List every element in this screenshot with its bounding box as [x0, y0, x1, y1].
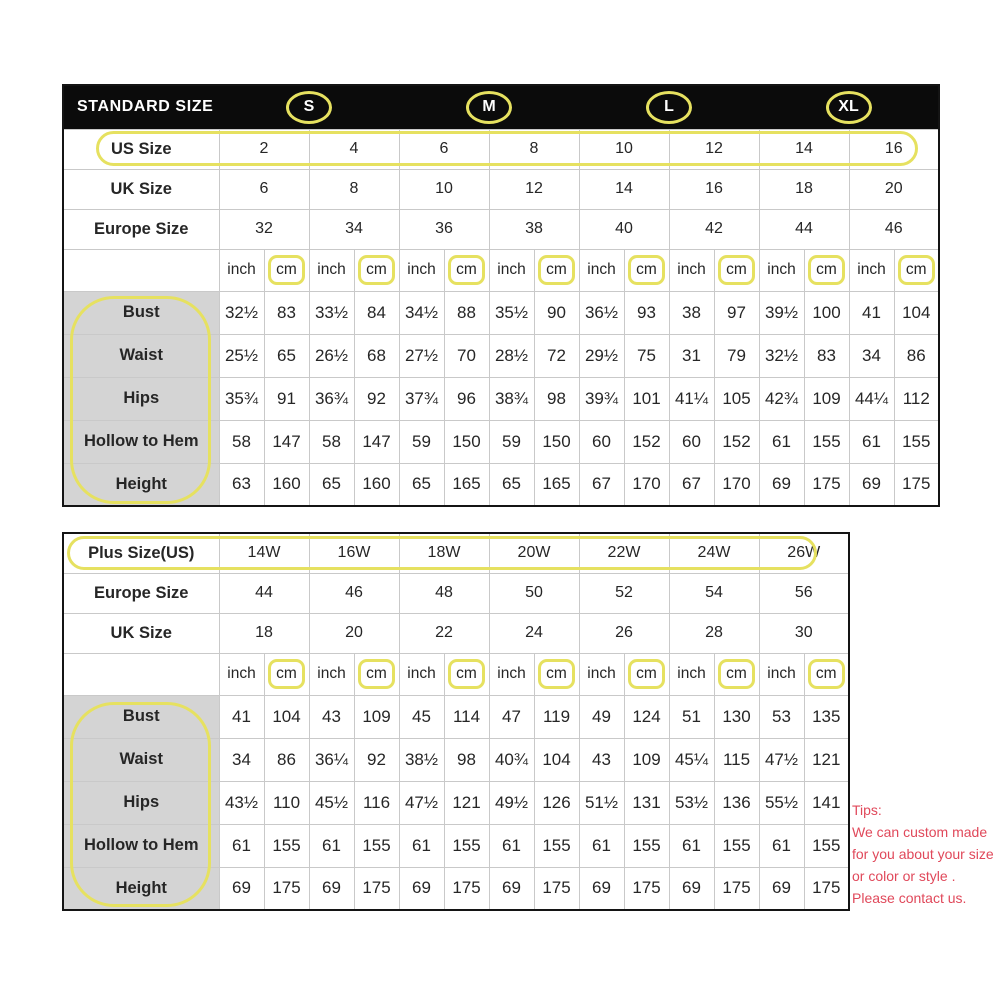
size-group-cell-m	[399, 85, 579, 129]
unit-inch-cell: inch	[579, 653, 624, 695]
measure-value-cell: 41	[219, 695, 264, 738]
size-value-cell: 54	[669, 573, 759, 613]
size-value-cell: 22W	[579, 533, 669, 573]
measure-value-cell: 34	[219, 738, 264, 781]
measure-value-cell: 26½	[309, 334, 354, 377]
measure-value-cell: 69	[579, 867, 624, 910]
measure-row-label: Hollow to Hem	[63, 824, 219, 867]
size-value-cell: 28	[669, 613, 759, 653]
row-hips	[63, 377, 939, 420]
size-group-circle-s: S	[286, 91, 332, 124]
size-value-cell: 16W	[309, 533, 399, 573]
size-value-cell: 20	[309, 613, 399, 653]
measure-value-cell: 175	[894, 463, 939, 506]
measure-value-cell: 43	[309, 695, 354, 738]
size-value-cell: 46	[309, 573, 399, 613]
measure-value-cell: 45½	[309, 781, 354, 824]
unit-row-label	[63, 249, 219, 291]
measure-value-cell: 55½	[759, 781, 804, 824]
measure-value-cell: 84	[354, 291, 399, 334]
row-europe-size	[63, 573, 849, 613]
unit-cm-cell	[534, 249, 579, 291]
cm-highlight-box: cm	[718, 659, 755, 689]
measure-value-cell: 83	[804, 334, 849, 377]
unit-inch-cell: inch	[309, 653, 354, 695]
cm-highlight-box: cm	[808, 659, 845, 689]
measure-value-cell: 38	[669, 291, 714, 334]
measure-value-cell: 43	[579, 738, 624, 781]
measure-value-cell: 41	[849, 291, 894, 334]
measure-value-cell: 47	[489, 695, 534, 738]
measure-value-cell: 150	[534, 420, 579, 463]
row-europe-size	[63, 209, 939, 249]
size-value-cell: 44	[759, 209, 849, 249]
row-label: UK Size	[63, 613, 219, 653]
size-value-cell: 40	[579, 209, 669, 249]
measure-value-cell: 175	[624, 867, 669, 910]
size-value-cell: 18W	[399, 533, 489, 573]
measure-value-cell: 155	[714, 824, 759, 867]
size-value-cell: 34	[309, 209, 399, 249]
size-value-cell: 26W	[759, 533, 849, 573]
measure-value-cell: 36¾	[309, 377, 354, 420]
cm-highlight-box: cm	[448, 659, 485, 689]
row-hips	[63, 781, 849, 824]
size-value-cell: 20W	[489, 533, 579, 573]
measure-value-cell: 41¼	[669, 377, 714, 420]
size-value-cell: 8	[489, 129, 579, 169]
measure-value-cell: 44¼	[849, 377, 894, 420]
measure-value-cell: 136	[714, 781, 759, 824]
row-waist	[63, 738, 849, 781]
measure-value-cell: 119	[534, 695, 579, 738]
size-value-cell: 48	[399, 573, 489, 613]
measure-value-cell: 165	[534, 463, 579, 506]
measure-value-cell: 47½	[759, 738, 804, 781]
row-label: Plus Size(US)	[63, 533, 219, 573]
standard-size-header-bar	[63, 85, 939, 129]
tips-line: for you about your size	[852, 846, 994, 862]
measure-value-cell: 47½	[399, 781, 444, 824]
measure-row-label: Waist	[63, 738, 219, 781]
measure-value-cell: 34	[849, 334, 894, 377]
row-hollow-to-hem	[63, 824, 849, 867]
row-label: US Size	[63, 129, 219, 169]
cm-highlight-box: cm	[358, 255, 395, 285]
cm-highlight-box: cm	[268, 255, 305, 285]
measure-value-cell: 79	[714, 334, 759, 377]
size-group-cell-l	[579, 85, 759, 129]
measure-row-label: Hips	[63, 377, 219, 420]
unit-cm-cell	[264, 653, 309, 695]
measure-value-cell: 155	[444, 824, 489, 867]
size-value-cell: 14	[579, 169, 669, 209]
row-uk-size	[63, 169, 939, 209]
measure-value-cell: 60	[669, 420, 714, 463]
measure-value-cell: 32½	[759, 334, 804, 377]
measure-value-cell: 69	[399, 867, 444, 910]
measure-value-cell: 175	[804, 867, 849, 910]
size-value-cell: 32	[219, 209, 309, 249]
measure-value-cell: 38¾	[489, 377, 534, 420]
size-value-cell: 10	[579, 129, 669, 169]
measure-value-cell: 115	[714, 738, 759, 781]
measure-value-cell: 27½	[399, 334, 444, 377]
size-group-cell-s	[219, 85, 399, 129]
unit-inch-cell: inch	[489, 653, 534, 695]
measure-value-cell: 65	[264, 334, 309, 377]
size-value-cell: 26	[579, 613, 669, 653]
measure-row-label: Hollow to Hem	[63, 420, 219, 463]
measure-value-cell: 114	[444, 695, 489, 738]
row-height	[63, 867, 849, 910]
measure-value-cell: 49	[579, 695, 624, 738]
size-value-cell: 12	[489, 169, 579, 209]
measure-value-cell: 69	[309, 867, 354, 910]
measure-value-cell: 29½	[579, 334, 624, 377]
size-value-cell: 36	[399, 209, 489, 249]
unit-cm-cell	[624, 653, 669, 695]
unit-inch-cell: inch	[579, 249, 624, 291]
size-value-cell: 50	[489, 573, 579, 613]
measure-value-cell: 175	[264, 867, 309, 910]
tips-line: or color or style .	[852, 868, 956, 884]
measure-value-cell: 32½	[219, 291, 264, 334]
measure-value-cell: 51	[669, 695, 714, 738]
size-value-cell: 52	[579, 573, 669, 613]
measure-value-cell: 59	[489, 420, 534, 463]
measure-value-cell: 141	[804, 781, 849, 824]
measure-value-cell: 69	[219, 867, 264, 910]
measure-value-cell: 69	[669, 867, 714, 910]
unit-inch-cell: inch	[669, 653, 714, 695]
unit-inch-cell: inch	[489, 249, 534, 291]
unit-cm-cell	[804, 249, 849, 291]
measure-value-cell: 51½	[579, 781, 624, 824]
measure-value-cell: 86	[264, 738, 309, 781]
measure-value-cell: 61	[489, 824, 534, 867]
unit-inch-cell: inch	[399, 249, 444, 291]
unit-cm-cell	[354, 249, 399, 291]
cm-highlight-box: cm	[718, 255, 755, 285]
measure-value-cell: 63	[219, 463, 264, 506]
measure-value-cell: 49½	[489, 781, 534, 824]
unit-row-label	[63, 653, 219, 695]
measure-value-cell: 61	[669, 824, 714, 867]
row-uk-size	[63, 613, 849, 653]
unit-inch-cell: inch	[399, 653, 444, 695]
measure-value-cell: 152	[714, 420, 759, 463]
unit-cm-cell	[804, 653, 849, 695]
measure-value-cell: 104	[264, 695, 309, 738]
measure-value-cell: 160	[264, 463, 309, 506]
standard-size-title: STANDARD SIZE	[63, 85, 219, 129]
measure-value-cell: 116	[354, 781, 399, 824]
measure-value-cell: 70	[444, 334, 489, 377]
measure-row-label: Height	[63, 867, 219, 910]
unit-inch-cell: inch	[849, 249, 894, 291]
measure-value-cell: 33½	[309, 291, 354, 334]
measure-value-cell: 88	[444, 291, 489, 334]
size-value-cell: 30	[759, 613, 849, 653]
cm-highlight-box: cm	[808, 255, 845, 285]
measure-value-cell: 175	[444, 867, 489, 910]
measure-value-cell: 69	[759, 867, 804, 910]
measure-value-cell: 160	[354, 463, 399, 506]
measure-value-cell: 67	[579, 463, 624, 506]
measure-value-cell: 34½	[399, 291, 444, 334]
size-value-cell: 38	[489, 209, 579, 249]
unit-cm-cell	[264, 249, 309, 291]
measure-value-cell: 36½	[579, 291, 624, 334]
measure-value-cell: 97	[714, 291, 759, 334]
unit-cm-cell	[534, 653, 579, 695]
size-value-cell: 56	[759, 573, 849, 613]
measure-value-cell: 93	[624, 291, 669, 334]
measure-value-cell: 105	[714, 377, 759, 420]
measure-value-cell: 150	[444, 420, 489, 463]
row-waist	[63, 334, 939, 377]
measure-value-cell: 101	[624, 377, 669, 420]
size-value-cell: 24	[489, 613, 579, 653]
unit-cm-cell	[354, 653, 399, 695]
measure-value-cell: 35½	[489, 291, 534, 334]
size-value-cell: 4	[309, 129, 399, 169]
size-value-cell: 18	[219, 613, 309, 653]
measure-value-cell: 109	[354, 695, 399, 738]
measure-value-cell: 61	[849, 420, 894, 463]
measure-value-cell: 39½	[759, 291, 804, 334]
cm-highlight-box: cm	[898, 255, 935, 285]
measure-value-cell: 92	[354, 377, 399, 420]
cm-highlight-box: cm	[628, 255, 665, 285]
measure-value-cell: 69	[759, 463, 804, 506]
cm-highlight-box: cm	[538, 255, 575, 285]
unit-inch-cell: inch	[219, 249, 264, 291]
measure-value-cell: 53½	[669, 781, 714, 824]
tips-title: Tips:	[852, 802, 882, 818]
measure-value-cell: 92	[354, 738, 399, 781]
measure-value-cell: 109	[624, 738, 669, 781]
measure-value-cell: 83	[264, 291, 309, 334]
size-value-cell: 16	[849, 129, 939, 169]
measure-value-cell: 67	[669, 463, 714, 506]
measure-value-cell: 61	[399, 824, 444, 867]
measure-value-cell: 96	[444, 377, 489, 420]
measure-value-cell: 42¾	[759, 377, 804, 420]
size-group-circle-m: M	[466, 91, 512, 124]
measure-value-cell: 131	[624, 781, 669, 824]
measure-value-cell: 126	[534, 781, 579, 824]
measure-value-cell: 61	[579, 824, 624, 867]
measure-value-cell: 36¼	[309, 738, 354, 781]
size-group-circle-xl: XL	[826, 91, 872, 124]
measure-value-cell: 147	[264, 420, 309, 463]
measure-value-cell: 38½	[399, 738, 444, 781]
measure-value-cell: 170	[714, 463, 759, 506]
standard-size-table	[62, 84, 940, 507]
measure-value-cell: 109	[804, 377, 849, 420]
measure-value-cell: 65	[399, 463, 444, 506]
row-label: Europe Size	[63, 209, 219, 249]
size-value-cell: 14	[759, 129, 849, 169]
measure-value-cell: 45	[399, 695, 444, 738]
measure-value-cell: 155	[894, 420, 939, 463]
measure-value-cell: 69	[489, 867, 534, 910]
size-value-cell: 6	[399, 129, 489, 169]
measure-value-cell: 152	[624, 420, 669, 463]
measure-value-cell: 175	[534, 867, 579, 910]
cm-highlight-box: cm	[538, 659, 575, 689]
size-group-circle-l: L	[646, 91, 692, 124]
standard-size-grid	[62, 84, 940, 507]
row-label: Europe Size	[63, 573, 219, 613]
measure-value-cell: 121	[444, 781, 489, 824]
measure-row-label: Height	[63, 463, 219, 506]
unit-inch-cell: inch	[759, 653, 804, 695]
measure-value-cell: 43½	[219, 781, 264, 824]
measure-value-cell: 39¾	[579, 377, 624, 420]
measure-value-cell: 100	[804, 291, 849, 334]
measure-value-cell: 58	[309, 420, 354, 463]
measure-value-cell: 60	[579, 420, 624, 463]
measure-row-label: Bust	[63, 695, 219, 738]
measure-value-cell: 72	[534, 334, 579, 377]
row-hollow-to-hem	[63, 420, 939, 463]
measure-value-cell: 155	[804, 420, 849, 463]
measure-value-cell: 58	[219, 420, 264, 463]
measure-value-cell: 69	[849, 463, 894, 506]
measure-row-label: Bust	[63, 291, 219, 334]
measure-value-cell: 86	[894, 334, 939, 377]
unit-header-row	[63, 653, 849, 695]
measure-value-cell: 61	[759, 420, 804, 463]
measure-value-cell: 135	[804, 695, 849, 738]
size-value-cell: 6	[219, 169, 309, 209]
measure-value-cell: 170	[624, 463, 669, 506]
row-height	[63, 463, 939, 506]
unit-cm-cell	[444, 653, 489, 695]
row-plus-size-us-	[63, 533, 849, 573]
unit-cm-cell	[714, 249, 759, 291]
size-value-cell: 46	[849, 209, 939, 249]
unit-header-row	[63, 249, 939, 291]
size-value-cell: 10	[399, 169, 489, 209]
measure-value-cell: 31	[669, 334, 714, 377]
measure-value-cell: 65	[489, 463, 534, 506]
measure-row-label: Waist	[63, 334, 219, 377]
measure-value-cell: 98	[444, 738, 489, 781]
custom-tips-note	[852, 799, 1000, 909]
measure-value-cell: 155	[264, 824, 309, 867]
measure-value-cell: 68	[354, 334, 399, 377]
cm-highlight-box: cm	[628, 659, 665, 689]
measure-value-cell: 104	[894, 291, 939, 334]
measure-value-cell: 61	[219, 824, 264, 867]
measure-value-cell: 61	[309, 824, 354, 867]
measure-value-cell: 59	[399, 420, 444, 463]
unit-cm-cell	[624, 249, 669, 291]
cm-highlight-box: cm	[448, 255, 485, 285]
cm-highlight-box: cm	[358, 659, 395, 689]
plus-size-grid	[62, 532, 850, 911]
size-value-cell: 20	[849, 169, 939, 209]
unit-inch-cell: inch	[759, 249, 804, 291]
row-us-size	[63, 129, 939, 169]
measure-value-cell: 175	[804, 463, 849, 506]
measure-value-cell: 98	[534, 377, 579, 420]
measure-value-cell: 110	[264, 781, 309, 824]
measure-value-cell: 155	[354, 824, 399, 867]
cm-highlight-box: cm	[268, 659, 305, 689]
measure-value-cell: 91	[264, 377, 309, 420]
measure-value-cell: 53	[759, 695, 804, 738]
measure-value-cell: 155	[804, 824, 849, 867]
measure-row-label: Hips	[63, 781, 219, 824]
tips-line: Please contact us.	[852, 890, 967, 906]
size-group-cell-xl	[759, 85, 939, 129]
measure-value-cell: 124	[624, 695, 669, 738]
measure-value-cell: 147	[354, 420, 399, 463]
measure-value-cell: 104	[534, 738, 579, 781]
measure-value-cell: 45¼	[669, 738, 714, 781]
measure-value-cell: 28½	[489, 334, 534, 377]
measure-value-cell: 175	[354, 867, 399, 910]
measure-value-cell: 25½	[219, 334, 264, 377]
tips-line: We can custom made	[852, 824, 988, 840]
measure-value-cell: 37¾	[399, 377, 444, 420]
size-value-cell: 44	[219, 573, 309, 613]
row-bust	[63, 695, 849, 738]
measure-value-cell: 35¾	[219, 377, 264, 420]
measure-value-cell: 155	[534, 824, 579, 867]
size-value-cell: 2	[219, 129, 309, 169]
measure-value-cell: 65	[309, 463, 354, 506]
row-label: UK Size	[63, 169, 219, 209]
unit-cm-cell	[444, 249, 489, 291]
size-value-cell: 14W	[219, 533, 309, 573]
measure-value-cell: 165	[444, 463, 489, 506]
size-value-cell: 12	[669, 129, 759, 169]
plus-size-table	[62, 532, 850, 911]
measure-value-cell: 112	[894, 377, 939, 420]
measure-value-cell: 75	[624, 334, 669, 377]
measure-value-cell: 130	[714, 695, 759, 738]
unit-inch-cell: inch	[669, 249, 714, 291]
measure-value-cell: 175	[714, 867, 759, 910]
size-value-cell: 18	[759, 169, 849, 209]
size-value-cell: 24W	[669, 533, 759, 573]
unit-inch-cell: inch	[309, 249, 354, 291]
unit-cm-cell	[714, 653, 759, 695]
row-bust	[63, 291, 939, 334]
measure-value-cell: 121	[804, 738, 849, 781]
size-value-cell: 42	[669, 209, 759, 249]
measure-value-cell: 155	[624, 824, 669, 867]
measure-value-cell: 40¾	[489, 738, 534, 781]
measure-value-cell: 90	[534, 291, 579, 334]
size-value-cell: 22	[399, 613, 489, 653]
unit-inch-cell: inch	[219, 653, 264, 695]
unit-cm-cell	[894, 249, 939, 291]
size-value-cell: 16	[669, 169, 759, 209]
measure-value-cell: 61	[759, 824, 804, 867]
size-value-cell: 8	[309, 169, 399, 209]
